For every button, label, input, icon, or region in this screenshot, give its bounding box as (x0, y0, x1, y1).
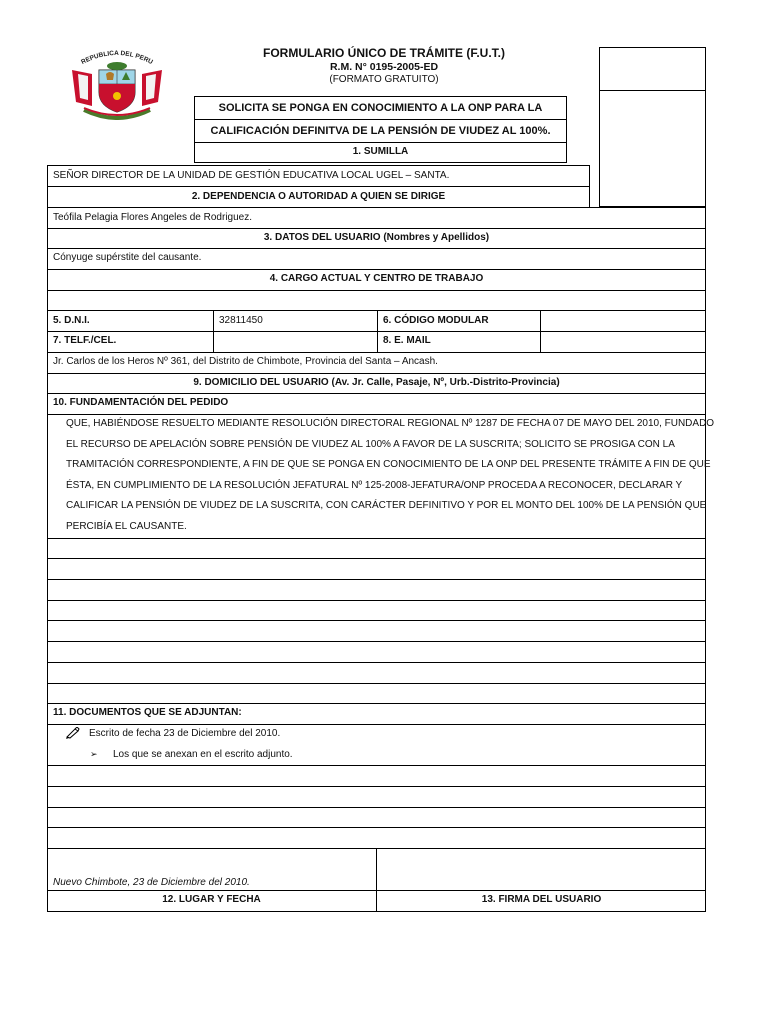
documentos-label: 11. DOCUMENTOS QUE SE ADJUNTAN: (53, 707, 242, 718)
fundamentacion-line: QUE, HABIÉNDOSE RESUELTO MEDIANTE RESOLUCIÓN DIRECTORAL REGIONAL Nº 1287 DE FECHA 07 DE MAYO DEL 2010, FUNDADO (66, 418, 715, 429)
sumilla-label: 1. SUMILLA (352, 146, 409, 157)
lugar-fecha-value: Nuevo Chimbote, 23 de Diciembre del 2010. (53, 877, 250, 888)
lugar-fecha-label: 12. LUGAR Y FECHA (162, 894, 261, 905)
firma-signature-area[interactable] (377, 849, 706, 890)
arrow-bullet-icon: ➢ (90, 750, 98, 760)
writing-hand-icon (66, 727, 80, 739)
documento-item-2 (90, 745, 690, 765)
fundamentacion-line: CALIFICAR LA PENSIÓN DE VIUDEZ DE LA SUSCRITA, CON CARÁCTER DEFINITIVO Y POR EL MONTO DEL 100% DE LA PENSIÓN QUE (66, 500, 707, 512)
fundamentacion-line: ÉSTA, EN CUMPLIMIENTO DE LA RESOLUCIÓN JEFATURAL Nº 125-2008-JEFATURA/ONP PROCEDA A RECONOCER, DECLARAR Y (66, 479, 683, 491)
sumilla-line-2: CALIFICACIÓN DEFINITVA DE LA PENSIÓN DE VIUDEZ AL 100%. (210, 125, 551, 137)
domicilio-value: Jr. Carlos de los Heros Nº 361, del Distrito de Chimbote, Provincia del Santa – Ancash. (53, 356, 438, 367)
seal-text: REPUBLICA DEL PERU (80, 49, 154, 67)
cargo-label: 4. CARGO ACTUAL Y CENTRO DE TRABAJO (269, 273, 484, 284)
domicilio-label: 9. DOMICILIO DEL USUARIO (Av. Jr. Calle, Pasaje, Nº, Urb.-Distrito-Provincia) (193, 377, 560, 388)
peru-coat-of-arms-logo (62, 44, 172, 120)
documento-item-2-text: Los que se anexan en el escrito adjunto. (113, 749, 293, 760)
coat-of-arms-icon (62, 44, 172, 120)
form-title: FORMULARIO ÚNICO DE TRÁMITE (F.U.T.) (263, 46, 505, 60)
sumilla-line-1: SOLICITA SE PONGA EN CONOCIMIENTO A LA ONP PARA LA (218, 102, 543, 114)
codigo-modular-label: 6. CÓDIGO MODULAR (383, 315, 489, 326)
fundamentacion-line: PERCIBÍA EL CAUSANTE. (66, 520, 187, 532)
email-label: 8. E. MAIL (383, 335, 431, 346)
registry-stamp-box (599, 90, 706, 207)
usuario-label: 3. DATOS DEL USUARIO (Nombres y Apellidos) (263, 232, 490, 243)
usuario-name-value: Teófila Pelagia Flores Angeles de Rodriguez. (53, 212, 253, 223)
dependencia-label: 2. DEPENDENCIA O AUTORIDAD A QUIEN SE DIRIGE (191, 191, 446, 202)
dependencia-value: SEÑOR DIRECTOR DE LA UNIDAD DE GESTIÓN EDUCATIVA LOCAL UGEL – SANTA. (53, 170, 450, 181)
dni-label: 5. D.N.I. (53, 315, 90, 326)
fundamentacion-line: EL RECURSO DE APELACIÓN SOBRE PENSIÓN DE VIUDEZ AL 100% A FAVOR DE LA SUSCRITA; SOLICITO SE PROSIGA CON LA (66, 438, 675, 450)
fundamentacion-text (47, 414, 715, 538)
resolution-number: R.M. N° 0195-2005-ED (329, 61, 439, 73)
firma-label: 13. FIRMA DEL USUARIO (481, 894, 602, 905)
fundamentacion-label: 10. FUNDAMENTACIÓN DEL PEDIDO (53, 397, 229, 408)
documento-item-1 (66, 724, 686, 744)
documento-item-1-text: Escrito de fecha 23 de Diciembre del 2010. (89, 728, 281, 739)
fundamentacion-line: TRAMITACIÓN CORRESPONDIENTE, A FIN DE QUE SE PONGA EN CONOCIMIENTO DE LA ONP DEL PRESENTE TRÁMITE A FIN DE QUE (66, 459, 711, 471)
registry-box-top (599, 47, 706, 91)
telefono-label: 7. TELF./CEL. (53, 335, 117, 346)
free-format-note: (FORMATO GRATUITO) (329, 74, 439, 85)
cargo-value: Cónyuge supérstite del causante. (53, 252, 202, 263)
dni-value: 32811450 (219, 315, 263, 326)
